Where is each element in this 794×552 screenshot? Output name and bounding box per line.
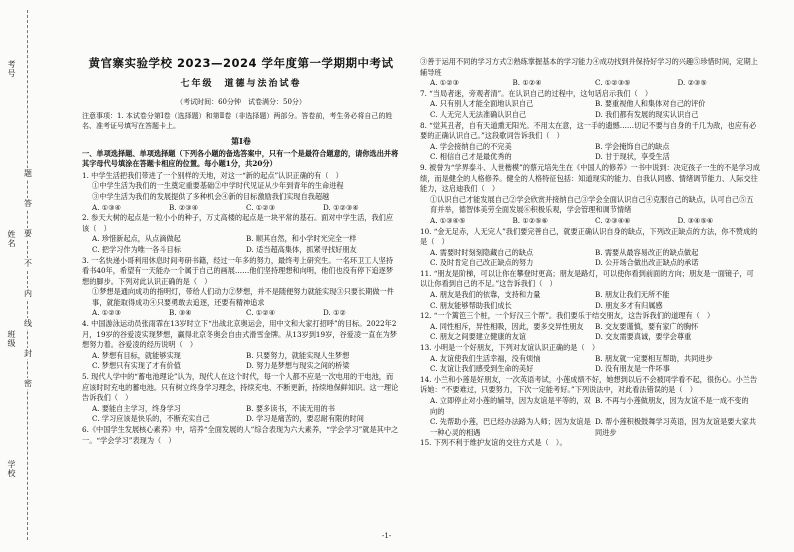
question-item <box>82 256 400 320</box>
choice-option: A. 立即停止对小莲的辅导，因为友谊是平等的，双向的 <box>430 396 591 416</box>
choice-row <box>420 216 760 227</box>
seal-line <box>27 10 28 540</box>
choice-option: C. 友谊让我们感受到生命的美好 <box>430 364 534 374</box>
choice-option: B. ③④ <box>169 308 192 318</box>
question-stem: 3. 一名快递小哥利用休息时间考研书籍，经过一年多的努力，最终考上研究生。一名环卫工人坚持看书40年，希望有一天能办一个属于自己的画展……他们坚持理想和向明，他们也没有停下追逐梦想的脚步。下列对此认识正确的是（ ） <box>82 255 394 286</box>
choice-row <box>82 308 400 319</box>
question-statement: ③中学生活为我们的发展提供了多种机会④新的目标激励我们实现自我超越 <box>92 191 330 201</box>
question-statement: ①梦想是通向成功的指明灯，带给人们动力②梦想，并不是随便努力就能实现③只要长期做一件事，就能取得成功④只要勇敢去追逐，还要有精神追求 <box>92 287 394 307</box>
choice-option: A. 梦想有目标，就能够实现 <box>92 350 181 360</box>
exam-notice: 注意事项：1. 本试卷分第Ⅰ卷（选择题）和第Ⅱ卷（非选择题）两部分。答卷前，考生务必将自己的姓名、准考证号填写在答题卡上。 <box>82 111 393 131</box>
choice-option: C. ②③④⑥ <box>595 215 631 225</box>
choice-option: C. 梦想只有实现了才有价值 <box>92 361 181 371</box>
choice-option: B. 朋友让我们无所不能 <box>595 290 670 300</box>
question-item <box>82 425 400 446</box>
choice-row <box>420 322 760 333</box>
choice-option: C. 及时肯定自己改正缺点的努力 <box>430 258 534 268</box>
choice-option: D. ③④⑤⑥ <box>677 215 714 225</box>
choice-option: D. 朋友多才有归属感 <box>595 300 663 310</box>
choice-option: B. ①②④ <box>512 78 542 88</box>
choice-row <box>420 364 760 375</box>
choice-row <box>420 258 760 269</box>
choice-option: C. ①②③ <box>246 202 276 212</box>
choice-option: D. 没有朋友是一件坏事 <box>595 364 670 374</box>
choice-row <box>420 417 760 438</box>
choice-row <box>82 361 400 372</box>
choice-option: A. ①③④ <box>92 202 122 212</box>
choice-row <box>420 142 760 153</box>
choice-option: B. 需要从最容易改正的缺点做起 <box>595 247 699 257</box>
choice-option: C. 学习应该是快乐的，不断充实自己 <box>92 414 210 424</box>
choice-option: A. 友谊使我们生活幸福，没有烦恼 <box>430 353 541 363</box>
question-item <box>420 57 760 89</box>
question-item <box>420 269 760 311</box>
question-stem: 8. “觉其丑者，自有天道熏无阳光。不用太在意，这一手的遗憾……切记不要与自身的千几为敌，也应有必要的正确认识自己。”这段歌词告诉我们（ ） <box>420 120 757 141</box>
seal-char: 线 <box>24 319 32 328</box>
choice-option: B. ②③④ <box>169 202 199 212</box>
choice-option: B. 要多读书，不读无用的书 <box>246 403 335 413</box>
choice-option: D. 适当超高集体，抓紧寻找好朋友 <box>246 244 357 254</box>
question-item <box>82 171 400 213</box>
choice-row <box>420 332 760 343</box>
choice-option: A. ①③④⑤ <box>430 215 466 225</box>
question-stem: 12. “一个篱笆三个桩，一个好汉三个帮”。我们要乐于结交朋友，这告诉我们的道理有（ ） <box>420 311 715 321</box>
question-stem: 10. “金无足赤，人无完人”我们要完善自己，就要正确认识自身的缺点，下列改正缺点的方法，你不赞成的是（ ） <box>420 226 758 247</box>
choice-row <box>420 396 760 417</box>
question-stem: 15. 下列不利于维护友谊的交往方式是（ ）。 <box>420 438 567 448</box>
question-stem: 1. 中学生活把我们带进了一个别样的天地，对这一“新的起点”认识正确的有（ ） <box>82 170 343 180</box>
choice-row <box>82 234 400 245</box>
question-statement: ①中学生活为我们的一生奠定重要基础②中学时代见证从少年到青年的生命进程 <box>92 181 344 191</box>
choice-option: A. 同性相斥，异性相吸，因此，要多交异性朋友 <box>430 321 584 331</box>
choice-option: B. 交友要谨慎，要有家广的胸怀 <box>595 321 699 331</box>
choice-option: B. 不再与小莲做朋友，因为友谊不是一成不变的 <box>595 396 749 405</box>
question-stem: 14. 小兰和小莲是好朋友，一次英语考试，小莲成绩不好，她想到以后不会被同学看不起，很伤心。小兰告诉她：“不要难过，只要努力，下次一定能考好。”下列说法中，对此看法错误的是（ ） <box>420 374 758 395</box>
question-stem: 6.《中国学生发展核心素养》中，培养“全面发展的人”综合表现为六大素养，“学会学习”就是其中之一。“学会学习”表现为（ ） <box>82 425 399 445</box>
left-column <box>82 50 400 446</box>
question-stem: 2. 参天大树的起点是一粒小小的种子，万丈高楼的起点是一块平常的基石。面对中学生活，我们应该（ ） <box>82 213 394 233</box>
choice-option: D. ②③⑤ <box>677 78 707 88</box>
school-label: 学校 <box>7 460 16 478</box>
choice-option: D. 甘于现状，享受生活 <box>595 152 670 162</box>
choice-option: C. 先帮助小莲，巴已经办法路为人师；因为友谊是一种心灵的相遇 <box>430 417 591 437</box>
question-stem: 4. 中国游泳运动员张雨霏在13岁时立下“出战北京奥运会，用中文和大家打招呼”的目标。2022年2月，19岁的谷爱凌实现梦想，赢得北京冬奥会自由式滑雪金牌。从13岁到19岁，谷爱凌一直在为梦想努力着。谷爱凌的经历说明（ ） <box>82 319 397 350</box>
choice-option: B. 要重视他人和集体对自己的评价 <box>595 99 706 109</box>
left-question-list <box>82 171 400 446</box>
choice-option: B. 学会掩饰自己的缺点 <box>595 141 670 151</box>
question-item <box>82 372 400 425</box>
question-item <box>82 319 400 372</box>
choice-option: D. 学习是痛苦的，要忍耐有限的时间 <box>246 414 364 424</box>
choice-option: A. 要能自主学习，终身学习 <box>92 403 181 413</box>
choice-option: C. 人无完人无法准确认识自己 <box>430 109 527 119</box>
choice-option: D. 帮小莲积极鼓舞学习英语，因为友谊是要大家共同进步 <box>595 417 757 437</box>
binding-margin <box>0 0 58 552</box>
question-item <box>420 438 760 449</box>
choice-row <box>82 351 400 362</box>
choice-option: A. 需要时时刻刻隐藏自己的缺点 <box>430 247 534 257</box>
choice-option: C. 相信自己才是最优秀的 <box>430 152 512 162</box>
choice-option: A. 珍惜新起点，从点滴做起 <box>92 234 181 244</box>
name-label: 姓名 <box>7 230 16 248</box>
choice-row <box>82 245 400 256</box>
choice-row <box>420 290 760 301</box>
question-item <box>420 163 760 227</box>
choice-option: A. 朋友是我们的依靠，支持和力量 <box>430 290 541 300</box>
choice-option: D. 努力是梦想与现实之间的桥梁 <box>246 361 350 371</box>
seal-char: 封 <box>24 349 32 358</box>
seal-char: 密 <box>24 379 32 388</box>
choice-row <box>420 99 760 110</box>
exam-no-label: 考号 <box>7 60 16 78</box>
choice-option: C. 朋友之间要建立健康的友谊 <box>430 332 527 342</box>
question-item <box>420 121 760 163</box>
choice-option: B. 只要努力，就能实现人生梦想 <box>246 350 350 360</box>
seal-char: 答 <box>24 199 32 208</box>
seal-char: 内 <box>24 289 32 298</box>
choice-option: D. 我们都有发展的现实认识自己 <box>595 109 699 119</box>
page-number: -1- <box>382 532 392 540</box>
right-column <box>420 57 760 449</box>
choice-option: C. ①②③⑤ <box>595 78 631 88</box>
choice-option: D. 交友需要真诚，要学会尊重 <box>595 332 692 342</box>
question-item <box>420 311 760 343</box>
question-stem: 9. 被誉为“学界泰斗、人世楷模”的蔡元培先生在《中国人的修养》一书中说到：决定孩子一生的不是学习成绩，而是健全的人格修养。健全的人格特征包括：知道现实的能力、自我认同感、情绪调节能力、人际交往能力，这启迪我们（ ） <box>420 162 760 194</box>
choice-option: D. 公开场合做出改正缺点的承诺 <box>595 258 699 268</box>
question-statement: ①认识自己才能发展自己②学会欣赏并接纳自己③学会全面认识自己④克服自己的缺点，认可自己⑤五育并举，德智体美劳全面发展⑥积极乐观，学会管理和调节情绪 <box>430 194 754 215</box>
question-item <box>420 375 760 439</box>
choice-option: B. ①②⑤⑥ <box>512 215 549 225</box>
choice-option: C. 把学习作为唯一各斗目标 <box>92 244 181 254</box>
question-item <box>420 343 760 375</box>
choice-row <box>420 152 760 163</box>
choice-option: D. ①② <box>323 308 346 318</box>
class-label: 班级 <box>7 330 16 348</box>
question-stem: 11. “朋友是阶梯，可以让你在攀登时更高；朋友是路灯，可以使你看到前面的方向；朋友是一面镜子，可以让你看到自己的不足。”这告诉我们（ ） <box>420 268 754 289</box>
question-item <box>420 227 760 269</box>
choice-row <box>420 301 760 312</box>
question-stem: ③善于运用不同的学习方式②熟练掌握基本的学习能力④成功找到并保持好学习的兴趣⑤珍惜时间，定期上辅导班 <box>420 57 758 77</box>
choice-option: A. 只有别人才能全面地认识自己 <box>430 99 534 109</box>
right-question-list <box>420 57 760 449</box>
choice-row <box>82 414 400 425</box>
choice-row <box>420 110 760 121</box>
choice-option: D. ①②③④ <box>323 202 359 212</box>
choice-option: A. ①②③ <box>92 308 122 318</box>
section-heading: 一、单项选择题、单项选择题（下列各小题的备选答案中，只有一个是最符合题意的，请你选出并将其字母代号填涂在答题卡相应的位置。每小题1分，共20分） <box>82 148 399 169</box>
choice-option: B. 朋友就一定要相互帮助，共同进步 <box>595 353 713 363</box>
question-stem: 5. 现代人学中的“蓄电池理论”认为，现代人在这个时代，每一个人都不应是一次电用的干电池，而应该时时充电的蓄电池。只有树立终身学习理念，持续充电、不断更新，持续地保鲜知识。这一理论告诉我们（ ） <box>82 372 399 403</box>
part-heading: 第Ⅰ卷 <box>231 135 251 146</box>
choice-option: A. ①②③ <box>430 78 460 88</box>
question-item <box>420 89 760 121</box>
seal-char: 要 <box>24 229 32 238</box>
choice-row <box>82 203 400 214</box>
seal-char: 不 <box>24 259 32 268</box>
choice-option: C. ①②④ <box>246 308 276 318</box>
question-item <box>82 213 400 255</box>
choice-option: C. 朋友能够帮助我们成长 <box>430 300 512 310</box>
exam-meta: （考试时间：60分钟 试卷满分：50分） <box>176 98 306 107</box>
choice-option: B. 顺其自然，和小学时光完全一样 <box>246 234 357 244</box>
choice-row <box>82 404 400 415</box>
exam-title: 黄官寨实验学校 2023—2024 学年度第一学期期中考试 <box>88 56 394 70</box>
choice-row <box>420 78 760 89</box>
choice-row <box>420 248 760 259</box>
choice-row <box>420 354 760 365</box>
seal-char: 题 <box>24 169 32 178</box>
question-stem: 7. “当局者迷，旁观者清”。在认识自己的过程中，这句话启示我们（ ） <box>420 88 653 98</box>
exam-subtitle: 七年级 道德与法治试卷 <box>180 78 302 89</box>
question-stem: 13. 小明是一个好朋友，下列对友谊认识正确的是（ ） <box>420 343 600 353</box>
choice-option: A. 学会接纳自己的不完美 <box>430 141 512 151</box>
